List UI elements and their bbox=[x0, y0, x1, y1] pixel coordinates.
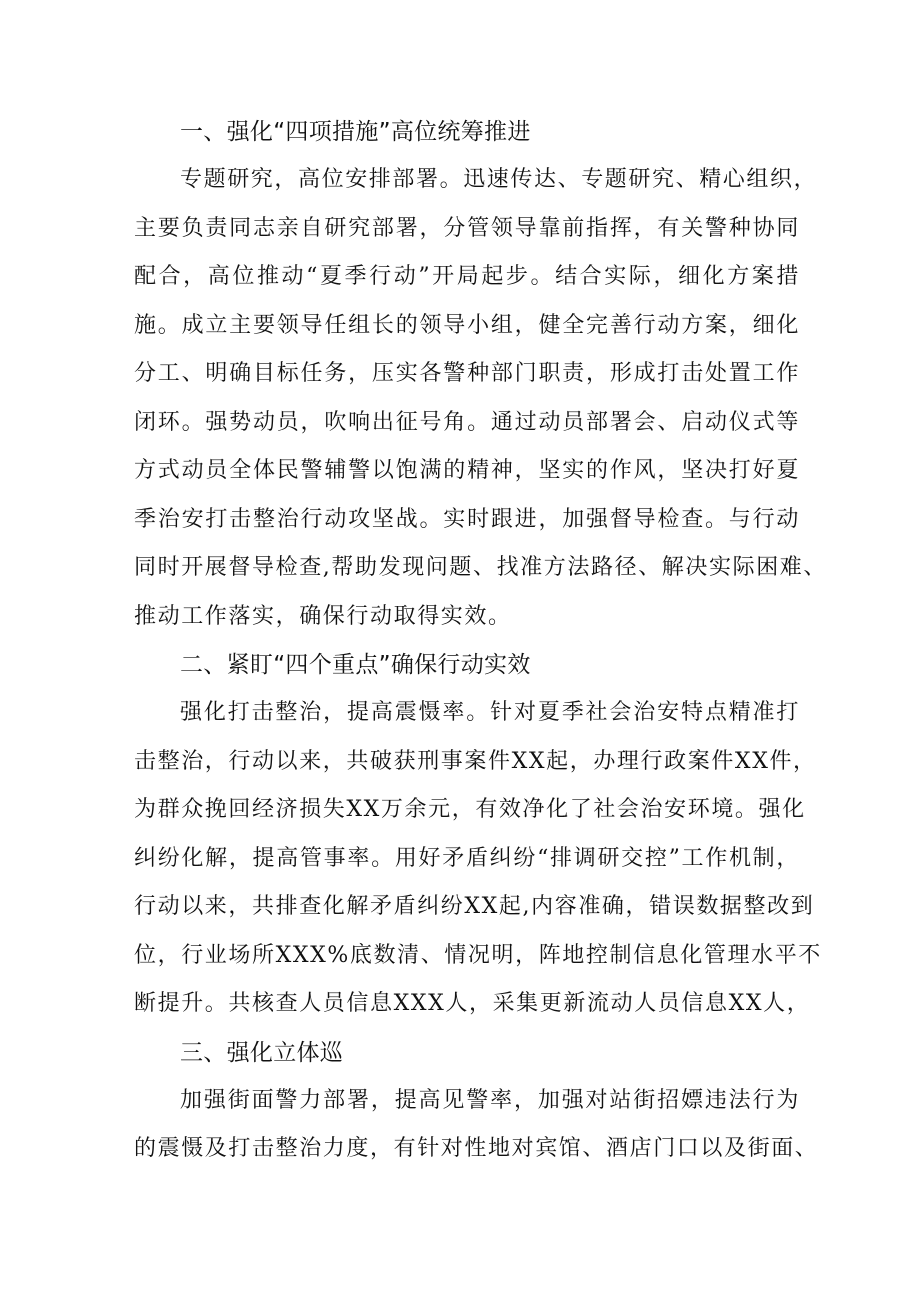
paragraph-line: 行动以来，共排查化解矛盾纠纷XX起,内容准确，错误数据整改到 bbox=[134, 894, 815, 919]
paragraph-line: 推动工作落实，确保行动取得实效。 bbox=[134, 603, 512, 629]
section-paragraph-1 bbox=[134, 156, 827, 641]
paragraph-line: 同时开展督导检查,帮助发现问题、找准方法路径、解决实际困难、 bbox=[134, 555, 827, 580]
section-heading-1: 一、强化“四项措施”高位统筹推进 bbox=[180, 119, 531, 145]
paragraph-line: 击整治，行动以来，共破获刑事案件XX起，办理行政案件XX件， bbox=[134, 748, 817, 774]
paragraph-line: 闭环。强势动员，吹响出征号角。通过动员部署会、启动仪式等 bbox=[134, 409, 800, 435]
paragraph-line: 为群众挽回经济损失XX万余元，有效净化了社会治安环境。强化 bbox=[134, 797, 806, 822]
section-heading-2: 二、紧盯“四个重点”确保行动实效 bbox=[180, 652, 531, 678]
paragraph-line: 季治安打击整治行动攻坚战。实时跟进，加强督导检查。与行动 bbox=[134, 506, 800, 532]
paragraph-line: 强化打击整治，提高震慑率。针对夏季社会治安特点精准打 bbox=[180, 700, 800, 725]
paragraph-line: 加强街面警力部署，提高见警率，加强对站街招嫖违法行为 bbox=[180, 1087, 800, 1113]
paragraph-line: 方式动员全体民警辅警以饱满的精神，坚实的作风，坚决打好夏 bbox=[134, 458, 800, 483]
section-heading-3: 三、强化立体巡 bbox=[180, 1039, 344, 1066]
section-paragraph-2 bbox=[134, 689, 822, 1029]
paragraph-line: 位，行业场所XXX%底数清、情况明，阵地控制信息化管理水平不 bbox=[134, 942, 822, 968]
paragraph-line: 专题研究，高位安排部署。迅速传达、专题研究、精心组织， bbox=[180, 167, 818, 192]
paragraph-line: 的震慑及打击整治力度，有针对性地对宾馆、酒店门口以及街面、 bbox=[134, 1136, 819, 1161]
paragraph-line: 施。成立主要领导任组长的领导小组，健全完善行动方案，细化 bbox=[134, 312, 800, 338]
paragraph-line: 纠纷化解，提高管事率。用好矛盾纠纷“排调研交控”工作机制， bbox=[134, 845, 800, 871]
paragraph-line: 分工、明确目标任务，压实各警种部门职责，形成打击处置工作 bbox=[134, 361, 800, 386]
paragraph-line: 配合，高位推动“夏季行动”开局起步。结合实际，细化方案措 bbox=[134, 264, 800, 289]
section-paragraph-3 bbox=[134, 1077, 819, 1174]
paragraph-line: 断提升。共核查人员信息XXX人，采集更新流动人员信息XX人， bbox=[134, 991, 811, 1016]
paragraph-line: 主要负责同志亲自研究部署，分管领导靠前指挥，有关警种协同 bbox=[134, 215, 800, 241]
